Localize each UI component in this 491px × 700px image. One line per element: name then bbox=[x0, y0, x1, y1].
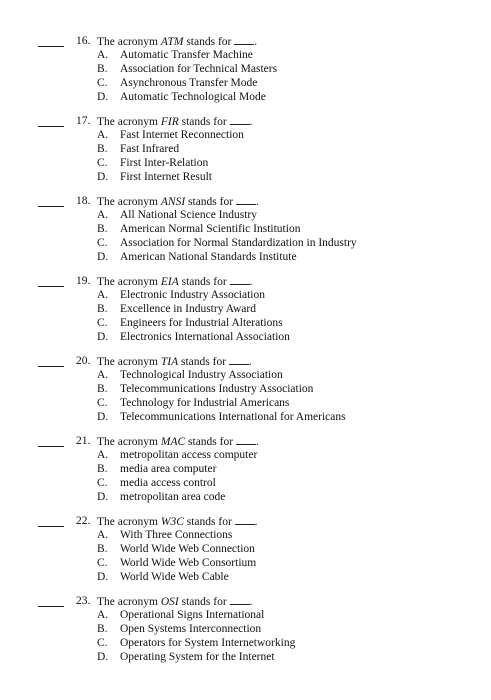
option-b bbox=[0, 382, 491, 396]
option-letter: D. bbox=[97, 91, 109, 103]
answer-blank[interactable] bbox=[38, 366, 64, 367]
stem-after: stands for bbox=[178, 596, 227, 608]
option-letter: A. bbox=[97, 289, 109, 301]
question-number: 21. bbox=[76, 435, 91, 447]
option-letter: A. bbox=[97, 369, 109, 381]
options-list bbox=[0, 368, 491, 424]
option-a bbox=[0, 208, 491, 222]
stem-end: . bbox=[249, 276, 253, 288]
stem-after: stands for bbox=[178, 276, 227, 288]
option-letter: B. bbox=[97, 143, 108, 155]
option-text: media area computer bbox=[120, 463, 217, 475]
option-text: First Inter-Relation bbox=[120, 157, 209, 169]
option-a bbox=[0, 448, 491, 462]
options-list bbox=[0, 208, 491, 264]
option-text: media access control bbox=[120, 477, 216, 489]
option-letter: D. bbox=[97, 491, 109, 503]
option-text: Fast Internet Reconnection bbox=[120, 129, 244, 141]
option-letter: B. bbox=[97, 463, 108, 475]
option-b bbox=[0, 542, 491, 556]
option-letter: C. bbox=[97, 77, 108, 89]
option-d bbox=[0, 650, 491, 664]
option-text: American Normal Scientific Institution bbox=[120, 223, 301, 235]
acronym: TIA bbox=[160, 356, 179, 368]
option-c bbox=[0, 156, 491, 170]
inline-blank bbox=[230, 114, 250, 125]
question-stem-line bbox=[0, 274, 491, 288]
option-b bbox=[0, 142, 491, 156]
option-a bbox=[0, 48, 491, 62]
answer-blank[interactable] bbox=[38, 206, 64, 207]
stem-before: The acronym bbox=[97, 276, 161, 288]
acronym: ATM bbox=[160, 36, 184, 48]
inline-blank bbox=[236, 194, 256, 205]
option-c bbox=[0, 236, 491, 250]
stem-end: . bbox=[248, 356, 252, 368]
inline-blank bbox=[234, 34, 254, 45]
option-text: World Wide Web Connection bbox=[120, 543, 255, 555]
option-text: Asynchronous Transfer Mode bbox=[120, 77, 258, 89]
question-19 bbox=[0, 274, 491, 354]
option-d bbox=[0, 490, 491, 504]
option-letter: B. bbox=[97, 303, 108, 315]
inline-blank bbox=[230, 274, 250, 285]
acronym: OSI bbox=[160, 596, 179, 608]
option-d bbox=[0, 410, 491, 424]
stem-end: . bbox=[255, 436, 259, 448]
option-letter: A. bbox=[97, 209, 109, 221]
question-stem-line bbox=[0, 354, 491, 368]
inline-blank bbox=[229, 354, 249, 365]
option-a bbox=[0, 608, 491, 622]
option-letter: B. bbox=[97, 63, 108, 75]
option-b bbox=[0, 222, 491, 236]
option-text: Telecommunications Industry Association bbox=[120, 383, 314, 395]
question-number: 22. bbox=[76, 515, 91, 527]
question-number: 17. bbox=[76, 115, 91, 127]
stem-before: The acronym bbox=[97, 436, 161, 448]
option-letter: C. bbox=[97, 477, 108, 489]
stem-before: The acronym bbox=[97, 116, 161, 128]
option-letter: D. bbox=[97, 411, 109, 423]
option-text: Operators for System Internetworking bbox=[120, 637, 296, 649]
question-17 bbox=[0, 114, 491, 194]
question-text bbox=[97, 34, 257, 49]
stem-after: stands for bbox=[183, 36, 232, 48]
question-text bbox=[97, 434, 259, 449]
option-d bbox=[0, 170, 491, 184]
option-c bbox=[0, 556, 491, 570]
option-text: Technological Industry Association bbox=[120, 369, 283, 381]
options-list bbox=[0, 48, 491, 104]
options-list bbox=[0, 528, 491, 584]
option-text: Electronic Industry Association bbox=[120, 289, 265, 301]
option-a bbox=[0, 528, 491, 542]
question-number: 23. bbox=[76, 595, 91, 607]
option-text: Telecommunications International for Americans bbox=[120, 411, 346, 423]
answer-blank[interactable] bbox=[38, 526, 64, 527]
option-letter: B. bbox=[97, 543, 108, 555]
stem-end: . bbox=[255, 196, 259, 208]
question-text bbox=[97, 114, 252, 129]
stem-after: stands for bbox=[178, 356, 227, 368]
option-letter: C. bbox=[97, 237, 108, 249]
question-text bbox=[97, 514, 258, 529]
question-text bbox=[97, 274, 252, 289]
option-letter: A. bbox=[97, 449, 109, 461]
question-number: 19. bbox=[76, 275, 91, 287]
answer-blank[interactable] bbox=[38, 606, 64, 607]
option-letter: C. bbox=[97, 637, 108, 649]
stem-end: . bbox=[254, 516, 258, 528]
question-number: 16. bbox=[76, 35, 91, 47]
stem-before: The acronym bbox=[97, 356, 161, 368]
option-c bbox=[0, 316, 491, 330]
stem-after: stands for bbox=[185, 196, 234, 208]
options-list bbox=[0, 128, 491, 184]
question-stem-line bbox=[0, 434, 491, 448]
option-text: Technology for Industrial Americans bbox=[120, 397, 290, 409]
stem-before: The acronym bbox=[97, 516, 161, 528]
inline-blank bbox=[235, 514, 255, 525]
answer-blank[interactable] bbox=[38, 286, 64, 287]
stem-end: . bbox=[254, 36, 258, 48]
question-stem-line bbox=[0, 514, 491, 528]
question-22 bbox=[0, 514, 491, 594]
option-letter: A. bbox=[97, 129, 109, 141]
option-b bbox=[0, 302, 491, 316]
question-23 bbox=[0, 594, 491, 674]
option-letter: A. bbox=[97, 49, 109, 61]
option-letter: A. bbox=[97, 529, 109, 541]
options-list bbox=[0, 448, 491, 504]
question-stem-line bbox=[0, 594, 491, 608]
option-text: First Internet Result bbox=[120, 171, 212, 183]
question-number: 18. bbox=[76, 195, 91, 207]
option-letter: B. bbox=[97, 623, 108, 635]
question-stem-line bbox=[0, 34, 491, 48]
option-text: Automatic Technological Mode bbox=[120, 91, 266, 103]
stem-end: . bbox=[249, 596, 253, 608]
option-text: Engineers for Industrial Alterations bbox=[120, 317, 283, 329]
question-21 bbox=[0, 434, 491, 514]
answer-blank[interactable] bbox=[38, 46, 64, 47]
option-b bbox=[0, 622, 491, 636]
answer-blank[interactable] bbox=[38, 126, 64, 127]
stem-before: The acronym bbox=[97, 36, 161, 48]
options-list bbox=[0, 608, 491, 664]
question-20 bbox=[0, 354, 491, 434]
option-text: Association for Normal Standardization in Industry bbox=[120, 237, 357, 249]
option-text: American National Standards Institute bbox=[120, 251, 297, 263]
option-letter: D. bbox=[97, 251, 109, 263]
question-number: 20. bbox=[76, 355, 91, 367]
option-letter: D. bbox=[97, 651, 109, 663]
question-text bbox=[97, 194, 259, 209]
option-text: With Three Connections bbox=[120, 529, 233, 541]
option-text: Operating System for the Internet bbox=[120, 651, 275, 663]
option-b bbox=[0, 462, 491, 476]
option-a bbox=[0, 368, 491, 382]
option-letter: D. bbox=[97, 171, 109, 183]
option-c bbox=[0, 76, 491, 90]
stem-after: stands for bbox=[185, 436, 234, 448]
stem-before: The acronym bbox=[97, 196, 161, 208]
question-stem-line bbox=[0, 194, 491, 208]
question-text bbox=[97, 354, 252, 369]
option-letter: B. bbox=[97, 383, 108, 395]
option-text: Operational Signs International bbox=[120, 609, 265, 621]
option-text: Automatic Transfer Machine bbox=[120, 49, 253, 61]
stem-after: stands for bbox=[183, 516, 232, 528]
option-letter: A. bbox=[97, 609, 109, 621]
option-text: World Wide Web Consortium bbox=[120, 557, 257, 569]
option-letter: C. bbox=[97, 317, 108, 329]
option-letter: C. bbox=[97, 157, 108, 169]
inline-blank bbox=[236, 434, 256, 445]
stem-end: . bbox=[249, 116, 253, 128]
option-c bbox=[0, 396, 491, 410]
option-letter: D. bbox=[97, 331, 109, 343]
option-d bbox=[0, 330, 491, 344]
acronym: W3C bbox=[160, 516, 184, 528]
options-list bbox=[0, 288, 491, 344]
option-letter: B. bbox=[97, 223, 108, 235]
question-stem-line bbox=[0, 114, 491, 128]
question-16 bbox=[0, 34, 491, 114]
question-18 bbox=[0, 194, 491, 274]
option-a bbox=[0, 128, 491, 142]
option-text: Open Systems Interconnection bbox=[120, 623, 262, 635]
acronym: MAC bbox=[160, 436, 186, 448]
quiz-page bbox=[0, 34, 491, 674]
option-text: Fast Infrared bbox=[120, 143, 180, 155]
option-c bbox=[0, 476, 491, 490]
option-text: World Wide Web Cable bbox=[120, 571, 229, 583]
option-text: Electronics International Association bbox=[120, 331, 290, 343]
acronym: EIA bbox=[160, 276, 179, 288]
stem-before: The acronym bbox=[97, 596, 161, 608]
option-text: metropolitan access computer bbox=[120, 449, 258, 461]
option-c bbox=[0, 636, 491, 650]
stem-after: stands for bbox=[178, 116, 227, 128]
option-a bbox=[0, 288, 491, 302]
acronym: FIR bbox=[160, 116, 179, 128]
acronym: ANSI bbox=[160, 196, 186, 208]
option-letter: C. bbox=[97, 397, 108, 409]
option-d bbox=[0, 570, 491, 584]
option-text: metropolitan area code bbox=[120, 491, 226, 503]
option-text: Excellence in Industry Award bbox=[120, 303, 256, 315]
option-b bbox=[0, 62, 491, 76]
option-text: All National Science Industry bbox=[120, 209, 258, 221]
option-letter: D. bbox=[97, 571, 109, 583]
answer-blank[interactable] bbox=[38, 446, 64, 447]
option-d bbox=[0, 250, 491, 264]
option-text: Association for Technical Masters bbox=[120, 63, 278, 75]
option-d bbox=[0, 90, 491, 104]
inline-blank bbox=[230, 594, 250, 605]
option-letter: C. bbox=[97, 557, 108, 569]
question-text bbox=[97, 594, 252, 609]
